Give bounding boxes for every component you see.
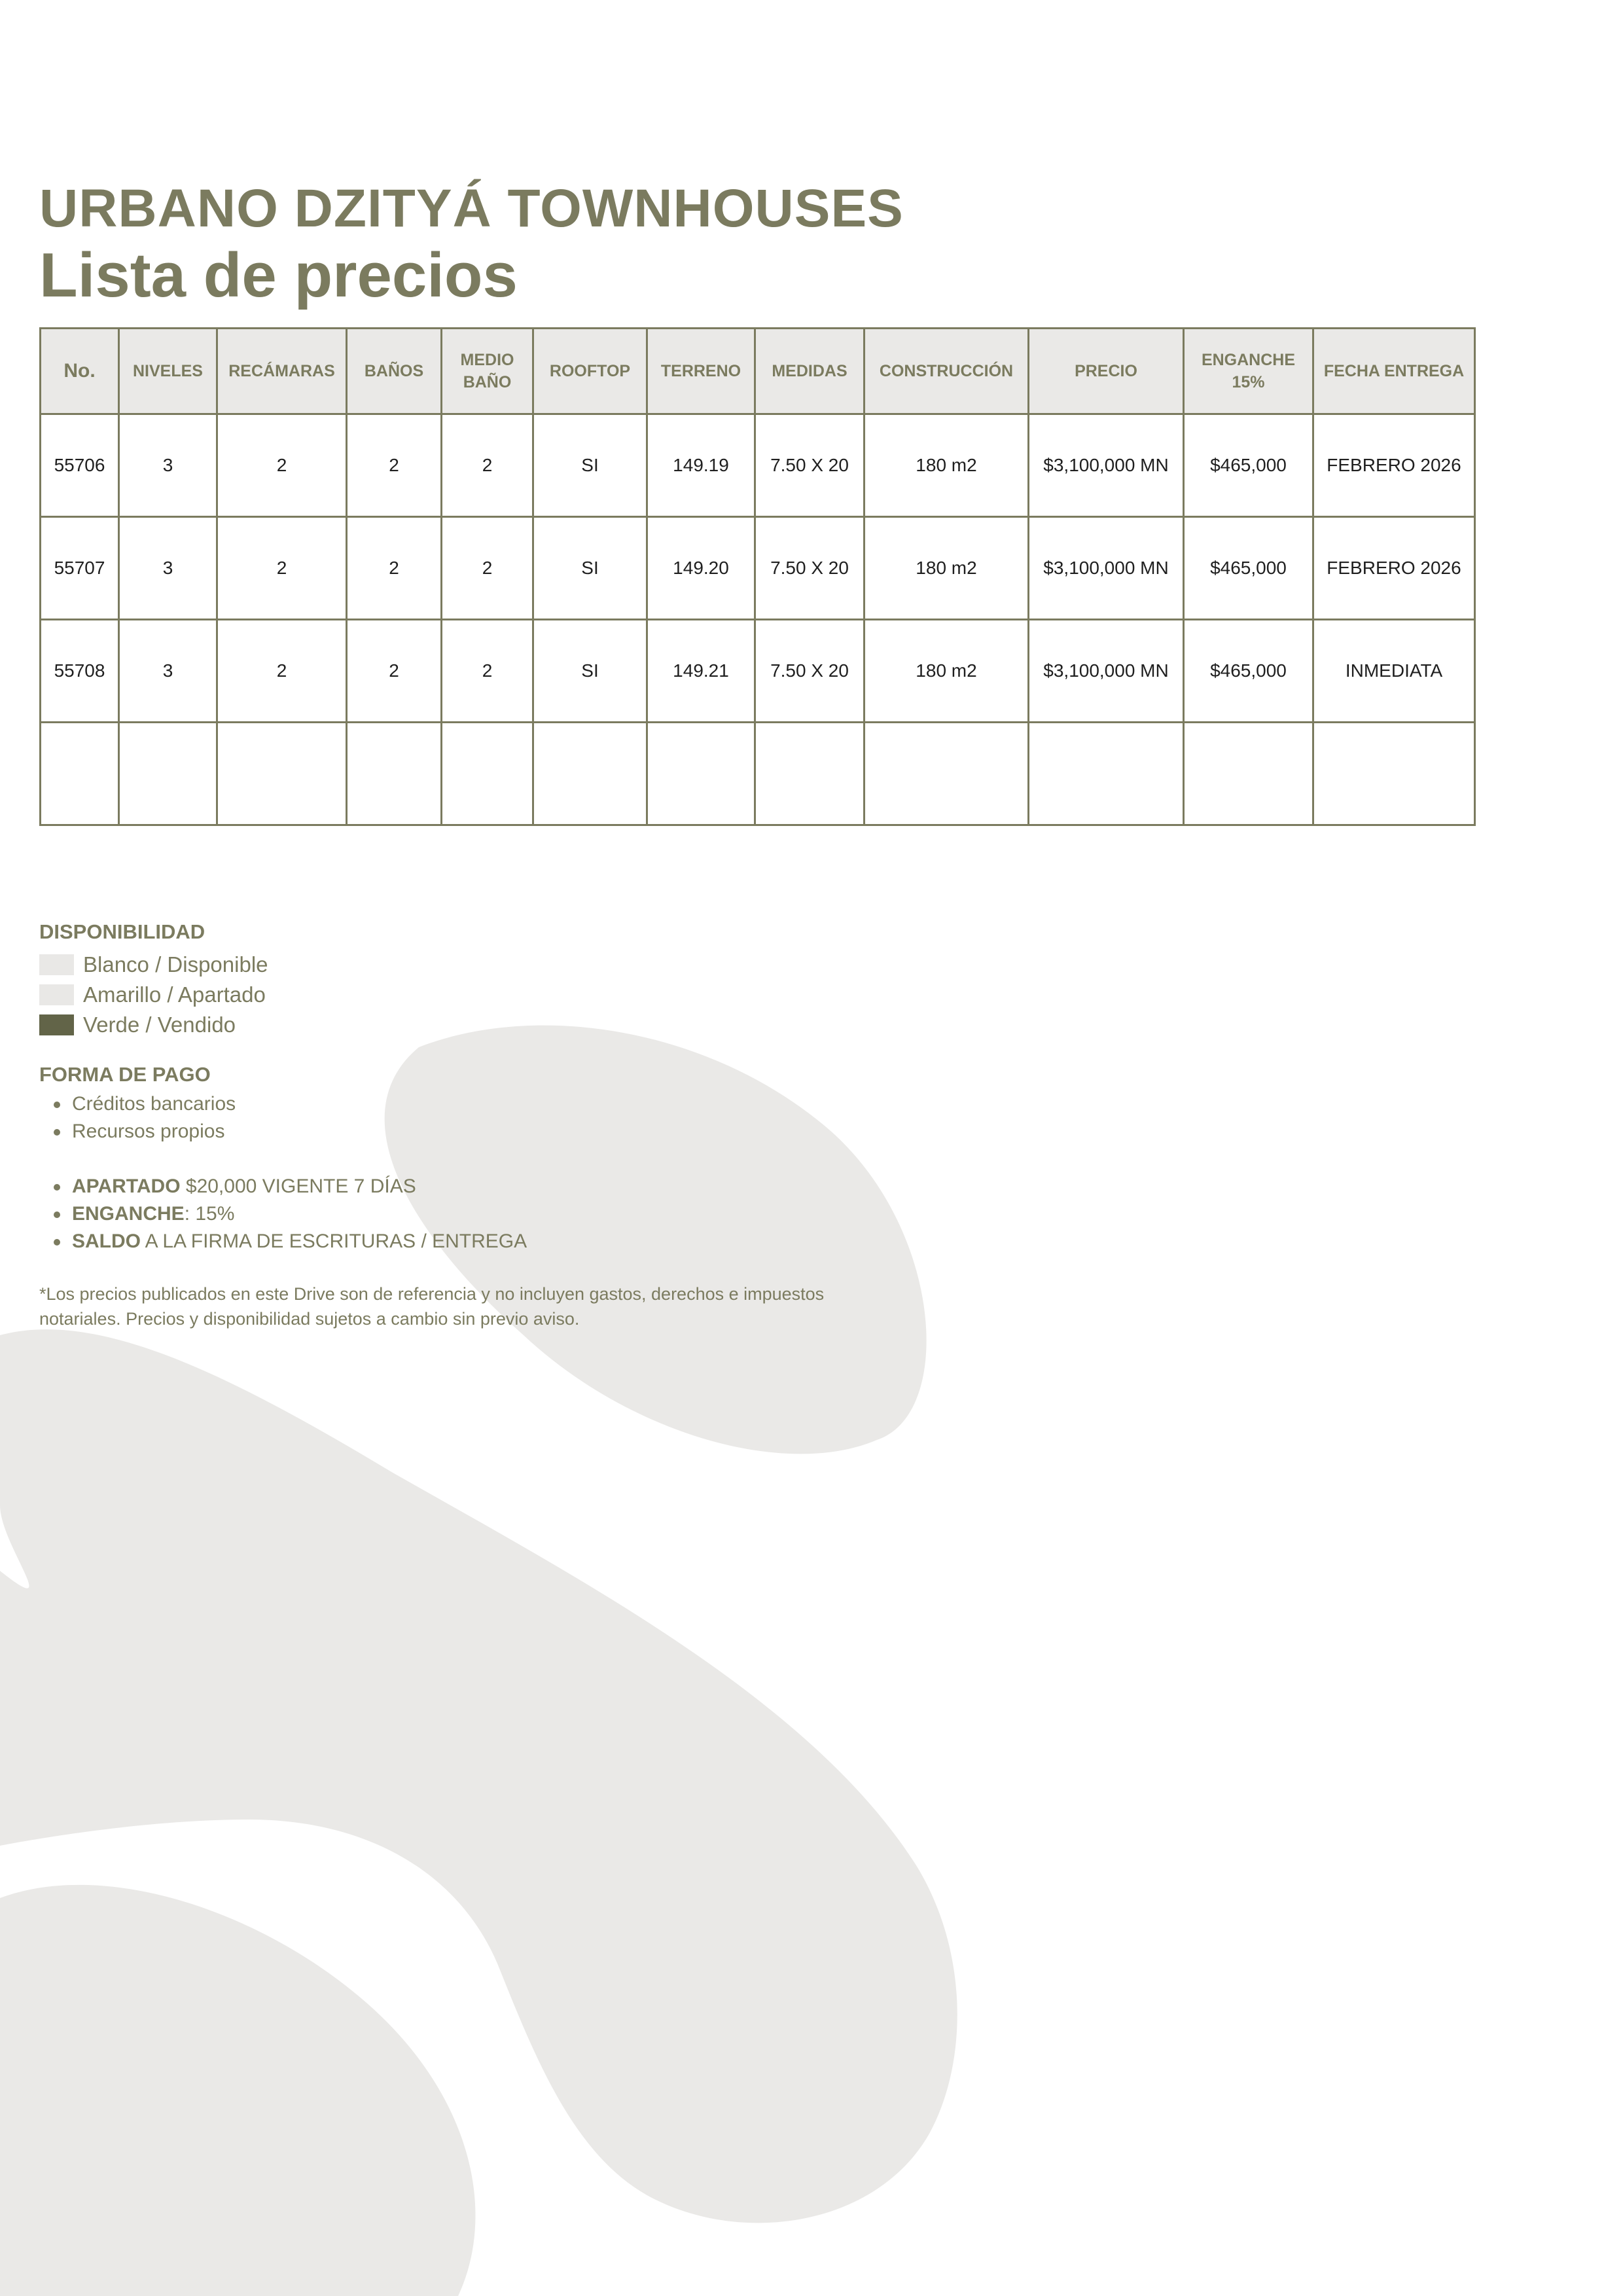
cell-enganche: $465,000: [1184, 414, 1313, 517]
cell-terreno: [647, 723, 755, 825]
legend-label: Amarillo / Apartado: [83, 982, 266, 1007]
page-title: Lista de precios: [39, 240, 518, 310]
legend-item-reserved: [39, 982, 266, 1008]
cell-recamaras: [217, 723, 347, 825]
cell-medio-bano: 2: [442, 414, 533, 517]
cell-terreno: 149.19: [647, 414, 755, 517]
table-row: [41, 414, 1475, 517]
cell-medidas: 7.50 X 20: [755, 517, 865, 620]
column-header-construccion: CONSTRUCCIÓN: [865, 329, 1029, 414]
cell-banos: [347, 723, 442, 825]
project-title: URBANO DZITYÁ TOWNHOUSES: [39, 179, 904, 238]
payment-method-label: Créditos bancarios: [72, 1093, 236, 1115]
bullet-icon: [54, 1239, 60, 1246]
cell-no: [41, 723, 119, 825]
legend-item-sold: [39, 1012, 236, 1038]
cell-construccion: 180 m2: [865, 620, 1029, 723]
column-header-banos: BAÑOS: [347, 329, 442, 414]
cell-fecha-entrega: [1313, 723, 1475, 825]
list-item: [39, 1228, 527, 1255]
cell-precio: $3,100,000 MN: [1029, 517, 1184, 620]
cell-precio: [1029, 723, 1184, 825]
cell-terreno: 149.20: [647, 517, 755, 620]
legend-label: Verde / Vendido: [83, 1013, 236, 1037]
term-value: A LA FIRMA DE ESCRITURAS / ENTREGA: [141, 1230, 527, 1252]
column-header-enganche: ENGANCHE 15%: [1184, 329, 1313, 414]
column-header-medio-bano: MEDIO BAÑO: [442, 329, 533, 414]
column-header-terreno: TERRENO: [647, 329, 755, 414]
cell-no: 55706: [41, 414, 119, 517]
legend-swatch-yellow: [39, 984, 74, 1005]
cell-niveles: 3: [119, 620, 217, 723]
cell-rooftop: SI: [533, 414, 647, 517]
cell-enganche: [1184, 723, 1313, 825]
cell-medidas: [755, 723, 865, 825]
cell-medidas: 7.50 X 20: [755, 414, 865, 517]
payment-terms-list: [39, 1173, 527, 1255]
column-header-rooftop: ROOFTOP: [533, 329, 647, 414]
legend-swatch-green: [39, 1014, 74, 1035]
cell-no: 55708: [41, 620, 119, 723]
cell-banos: 2: [347, 414, 442, 517]
cell-rooftop: SI: [533, 517, 647, 620]
cell-fecha-entrega: FEBRERO 2026: [1313, 517, 1475, 620]
term-value: $20,000 VIGENTE 7 DÍAS: [180, 1175, 416, 1197]
bullet-icon: [54, 1129, 60, 1136]
column-header-niveles: NIVELES: [119, 329, 217, 414]
legend-item-available: [39, 952, 268, 978]
cell-medidas: 7.50 X 20: [755, 620, 865, 723]
cell-banos: 2: [347, 517, 442, 620]
column-header-precio: PRECIO: [1029, 329, 1184, 414]
cell-construccion: 180 m2: [865, 414, 1029, 517]
table-row: [41, 620, 1475, 723]
cell-recamaras: 2: [217, 414, 347, 517]
price-table: [39, 327, 1476, 826]
cell-enganche: $465,000: [1184, 620, 1313, 723]
list-item: [39, 1090, 236, 1118]
cell-niveles: [119, 723, 217, 825]
cell-niveles: 3: [119, 414, 217, 517]
list-item: [39, 1173, 527, 1200]
cell-banos: 2: [347, 620, 442, 723]
column-header-medidas: MEDIDAS: [755, 329, 865, 414]
cell-precio: $3,100,000 MN: [1029, 620, 1184, 723]
bullet-icon: [54, 1211, 60, 1218]
cell-medio-bano: [442, 723, 533, 825]
table-row: [41, 517, 1475, 620]
cell-construccion: 180 m2: [865, 517, 1029, 620]
payment-method-label: Recursos propios: [72, 1121, 225, 1142]
cell-fecha-entrega: FEBRERO 2026: [1313, 414, 1475, 517]
disclaimer-note: *Los precios publicados en este Drive son de referencia y no incluyen gastos, derechos e impuestos notariales. Precios y disponibilidad sujetos a cambio sin previo aviso.: [39, 1284, 825, 1329]
cell-rooftop: [533, 723, 647, 825]
bullet-icon: [54, 1184, 60, 1191]
table-row-empty: [41, 723, 1475, 825]
term-label: SALDO: [72, 1230, 141, 1252]
cell-no: 55707: [41, 517, 119, 620]
cell-terreno: 149.21: [647, 620, 755, 723]
cell-recamaras: 2: [217, 517, 347, 620]
term-label: ENGANCHE: [72, 1203, 185, 1225]
list-item: [39, 1200, 527, 1228]
availability-title: DISPONIBILIDAD: [39, 920, 205, 943]
cell-medio-bano: 2: [442, 517, 533, 620]
cell-precio: $3,100,000 MN: [1029, 414, 1184, 517]
bullet-icon: [54, 1102, 60, 1108]
cell-rooftop: SI: [533, 620, 647, 723]
term-label: APARTADO: [72, 1175, 181, 1197]
column-header-no: No.: [41, 329, 119, 414]
list-item: [39, 1118, 236, 1145]
legend-label: Blanco / Disponible: [83, 952, 268, 977]
cell-niveles: 3: [119, 517, 217, 620]
column-header-recamaras: RECÁMARAS: [217, 329, 347, 414]
cell-medio-bano: 2: [442, 620, 533, 723]
payment-title: FORMA DE PAGO: [39, 1063, 211, 1086]
legend-swatch-white: [39, 954, 74, 975]
cell-enganche: $465,000: [1184, 517, 1313, 620]
cell-construccion: [865, 723, 1029, 825]
term-value: : 15%: [184, 1203, 235, 1225]
cell-recamaras: 2: [217, 620, 347, 723]
table-header-row: [41, 329, 1475, 414]
payment-methods-list: [39, 1090, 236, 1145]
cell-fecha-entrega: INMEDIATA: [1313, 620, 1475, 723]
column-header-fecha-entrega: FECHA ENTREGA: [1313, 329, 1475, 414]
